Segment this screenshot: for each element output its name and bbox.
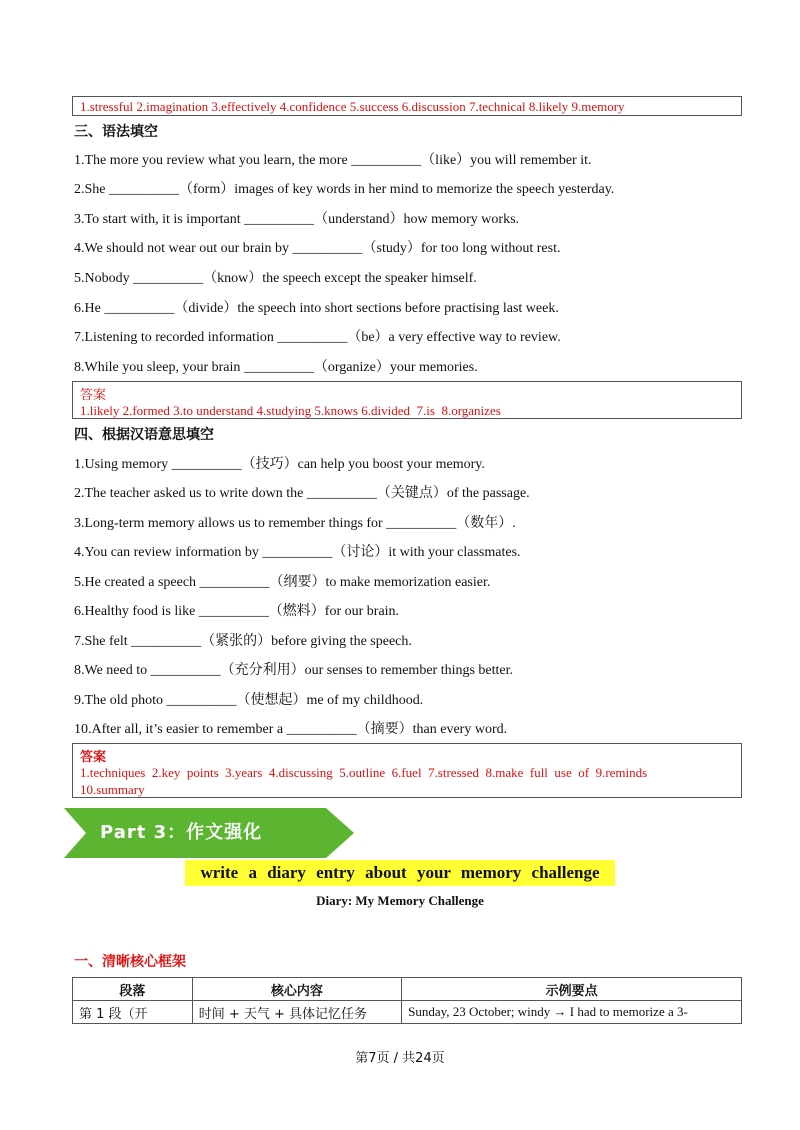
section4-item-6: 6.Healthy food is like __________（燃料）for our brain.	[74, 604, 400, 619]
essay-title: write a diary entry about your memory challenge	[185, 860, 615, 886]
section3-item-3: 3.To start with, it is important __________（understand）how memory works.	[74, 212, 520, 227]
section3-item-1: 1.The more you review what you learn, the more __________（like）you will remember it.	[74, 153, 592, 168]
table-header-cell: 段落	[73, 978, 193, 1001]
section4-item-4: 4.You can review information by __________（讨论）it with your classmates.	[74, 545, 521, 560]
section3-item-5: 5.Nobody __________（know）the speech except the speaker himself.	[74, 271, 477, 286]
section4-item-10: 10.After all, it’s easier to remember a __________（摘要）than every word.	[74, 722, 508, 737]
page-footer: 第7页 / 共24页	[355, 1051, 445, 1066]
essay-subtitle: Diary: My Memory Challenge	[316, 893, 484, 908]
section4-item-1: 1.Using memory __________（技巧）can help you boost your memory.	[74, 457, 485, 472]
section4-item-7: 7.She felt __________（紧张的）before giving the speech.	[74, 634, 412, 649]
section3-answer-box	[72, 381, 742, 419]
table-cell: Sunday, 23 October; windy → I had to memorize a 3-	[402, 1001, 742, 1024]
part3-banner-title: Part 3：作文强化	[100, 822, 263, 843]
table-row	[73, 1001, 742, 1024]
top-answer-box	[72, 96, 742, 116]
section4-item-5: 5.He created a speech __________（纲要）to make memorization easier.	[74, 575, 491, 590]
section4-item-8: 8.We need to __________（充分利用）our senses to remember things better.	[74, 663, 514, 678]
section4-heading: 四、根据汉语意思填空	[74, 427, 214, 443]
section4-answer-label: 答案	[80, 750, 107, 765]
section4-item-2: 2.The teacher asked us to write down the __________（关键点）of the passage.	[74, 486, 530, 501]
section3-item-7: 7.Listening to recorded information __________（be）a very effective way to review.	[74, 330, 561, 345]
section3-heading: 三、语法填空	[74, 124, 158, 140]
section3-item-6: 6.He __________（divide）the speech into short sections before practising last week.	[74, 301, 559, 316]
table-cell: 第 1 段（开	[73, 1001, 193, 1024]
section3-answer-text: 1.likely 2.formed 3.to understand 4.studying 5.knows 6.divided 7.is 8.organizes	[80, 403, 501, 418]
section4-answer-line2: 10.summary	[80, 782, 145, 797]
table-header-cell: 核心内容	[192, 978, 401, 1001]
frame-heading: 一、清晰核心框架	[74, 954, 186, 970]
section3-item-8: 8.While you sleep, your brain __________（organize）your memories.	[74, 360, 478, 375]
section4-answer-line1: 1.techniques 2.key points 3.years 4.discussing 5.outline 6.fuel 7.stressed 8.make full use of 9.reminds	[80, 765, 648, 780]
table-header-cell: 示例要点	[402, 978, 742, 1001]
section4-item-9: 9.The old photo __________（使想起）me of my childhood.	[74, 693, 424, 708]
table-header-row	[73, 978, 742, 1001]
section4-item-3: 3.Long-term memory allows us to remember things for __________（数年）.	[74, 516, 516, 531]
section3-item-2: 2.She __________（form）images of key words in her mind to memorize the speech yesterday.	[74, 182, 615, 197]
section3-item-4: 4.We should not wear out our brain by __________（study）for too long without rest.	[74, 241, 561, 256]
table-cell: 时间 + 天气 + 具体记忆任务	[192, 1001, 401, 1024]
section3-answer-label: 答案	[80, 388, 107, 403]
section4-answer-box	[72, 743, 742, 798]
top-answer-text: 1.stressful 2.imagination 3.effectively 4.confidence 5.success 6.discussion 7.technical 8.likely 9.memory	[80, 99, 625, 114]
frame-table	[72, 977, 742, 1024]
